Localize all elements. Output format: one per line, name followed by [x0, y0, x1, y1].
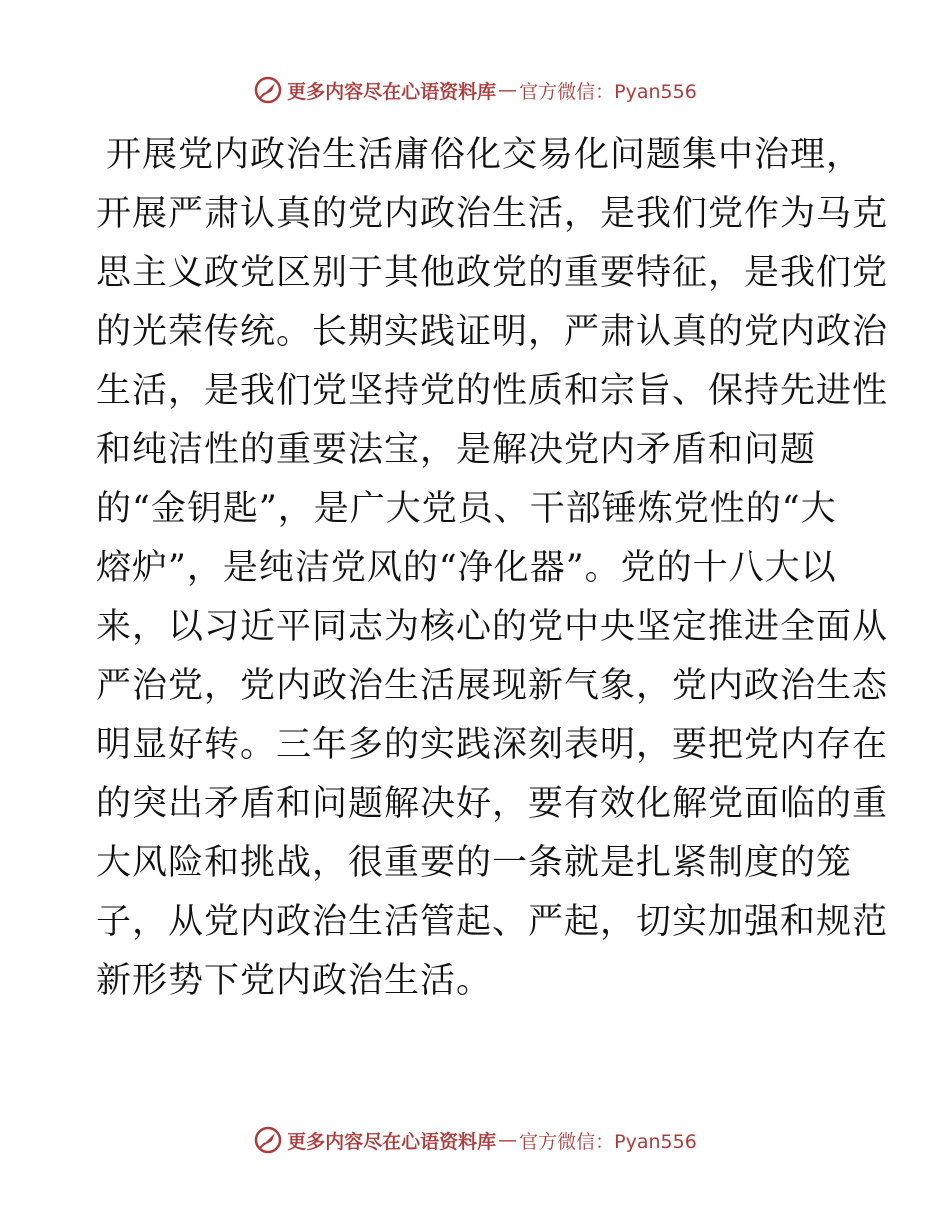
text-line: 的光荣传统。长期实践证明，严肃认真的党内政治 [96, 312, 889, 352]
banner-separator: — [498, 79, 518, 101]
banner-wechat: 官方微信：Pyan556 [519, 80, 697, 103]
text-line: 的突出矛盾和问题解决好，要有效化解党面临的重 [96, 784, 889, 824]
banner-title: 更多内容尽在心语资料库 [287, 80, 497, 103]
text-line: 和纯洁性的重要法宝，是解决党内矛盾和问题 [96, 430, 817, 470]
text-line: 的“金钥匙”，是广大党员、干部锤炼党性的“大 [96, 489, 837, 529]
text-line: 新形势下党内政治生活。 [96, 961, 493, 1001]
banner-separator: — [498, 1129, 518, 1151]
quill-logo-icon [253, 1125, 283, 1155]
text-line: 大风险和挑战，很重要的一条就是扎紧制度的笼 [96, 843, 853, 883]
header-banner [0, 70, 950, 110]
text-line: 熔炉”，是纯洁党风的“净化器”。党的十八大以 [96, 548, 837, 588]
banner-wechat: 官方微信：Pyan556 [519, 1130, 697, 1153]
text-line: 明显好转。三年多的实践深刻表明，要把党内存在 [96, 725, 889, 765]
text-line: 开展党内政治生活庸俗化交易化问题集中治理， [106, 135, 863, 175]
text-line: 生活，是我们党坚持党的性质和宗旨、保持先进性 [96, 371, 889, 411]
text-line: 严治党，党内政治生活展现新气象，党内政治生态 [96, 666, 889, 706]
text-line: 开展严肃认真的党内政治生活，是我们党作为马克 [96, 194, 889, 234]
text-line: 思主义政党区别于其他政党的重要特征，是我们党 [96, 253, 889, 293]
document-body [96, 126, 889, 1011]
text-line: 来，以习近平同志为核心的党中央坚定推进全面从 [96, 607, 889, 647]
footer-banner [0, 1120, 950, 1160]
banner-title: 更多内容尽在心语资料库 [287, 1130, 497, 1153]
quill-logo-icon [253, 75, 283, 105]
text-line: 子，从党内政治生活管起、严起，切实加强和规范 [96, 902, 889, 942]
